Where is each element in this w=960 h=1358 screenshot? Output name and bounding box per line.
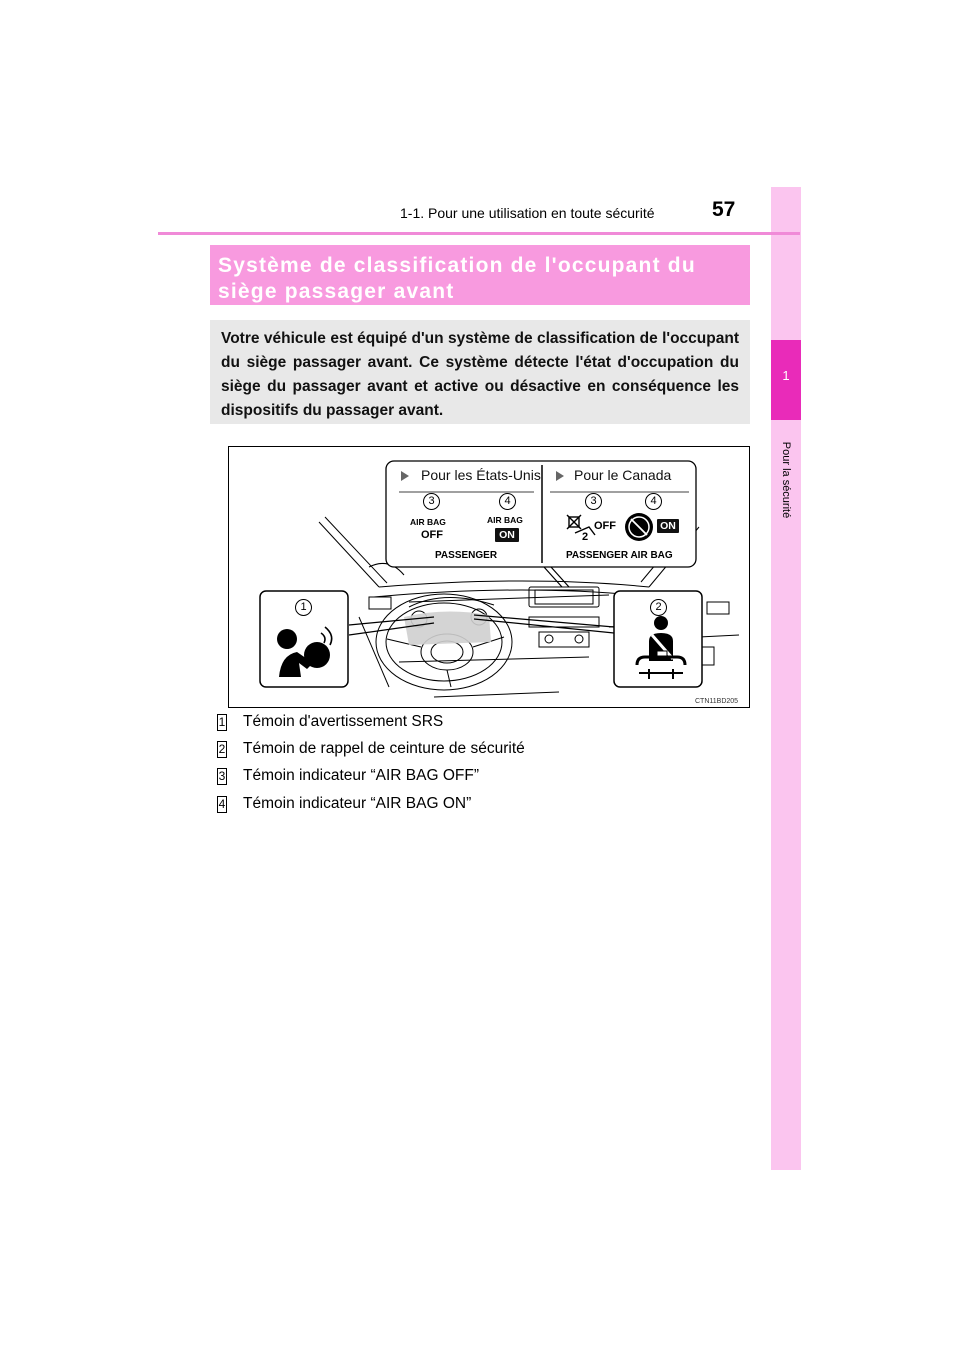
legend-number: 1 xyxy=(218,715,226,729)
callout-1: 1 xyxy=(295,599,312,616)
figure-code: CTN11BD205 xyxy=(695,698,739,705)
callout-3-ca: 3 xyxy=(585,493,602,510)
side-tab-strip xyxy=(771,187,801,1170)
legend-text: Témoin de rappel de ceinture de sécurité xyxy=(243,740,525,757)
callout-3-us: 3 xyxy=(423,493,440,510)
dashboard-illustration xyxy=(228,446,750,708)
chapter-number: 1 xyxy=(782,368,790,383)
ca-caption: PASSENGER AIR BAG xyxy=(566,550,673,561)
us-passenger-label: PASSENGER xyxy=(435,550,498,561)
ca-off-label: OFF xyxy=(594,520,616,532)
legend-number: 4 xyxy=(218,797,226,811)
legend-text: Témoin indicateur “AIR BAG ON” xyxy=(243,795,472,812)
legend-text: Témoin d'avertissement SRS xyxy=(243,713,444,730)
callout-2: 2 xyxy=(650,599,667,616)
us-on-badge: ON xyxy=(495,528,519,542)
ca-off-digit: 2 xyxy=(582,531,589,543)
header-rule xyxy=(158,232,800,235)
running-header: 1-1. Pour une utilisation en toute sécurité xyxy=(400,205,655,221)
airbag-on-icon xyxy=(625,513,653,541)
canada-heading: Pour le Canada xyxy=(574,467,672,483)
section-title: Système de classification de l'occupant du siège passager avant xyxy=(210,245,750,305)
page-number: 57 xyxy=(712,198,736,221)
ca-on-badge: ON xyxy=(657,519,679,533)
callout-4-us: 4 xyxy=(499,493,516,510)
legend-text: Témoin indicateur “AIR BAG OFF” xyxy=(243,767,480,784)
dashboard-drawing xyxy=(229,447,750,708)
intro-paragraph: Votre véhicule est équipé d'un système de classification de l'occupant du siège passager avant. Ce système détecte l'état d'occupation du siège du passager avant et active ou désactive en conséquence les dispositifs du passager avant. xyxy=(210,320,750,424)
us-off-label: OFF xyxy=(421,529,443,541)
callout-4-ca: 4 xyxy=(645,493,662,510)
legend-number: 3 xyxy=(218,769,226,783)
us-heading: Pour les États-Unis xyxy=(421,467,541,483)
legend-number: 2 xyxy=(218,742,226,756)
us-off-airbag-label: AIR BAG xyxy=(410,517,446,527)
chapter-label: Pour la sécurité xyxy=(780,441,792,519)
us-on-airbag-label: AIR BAG xyxy=(487,515,523,525)
